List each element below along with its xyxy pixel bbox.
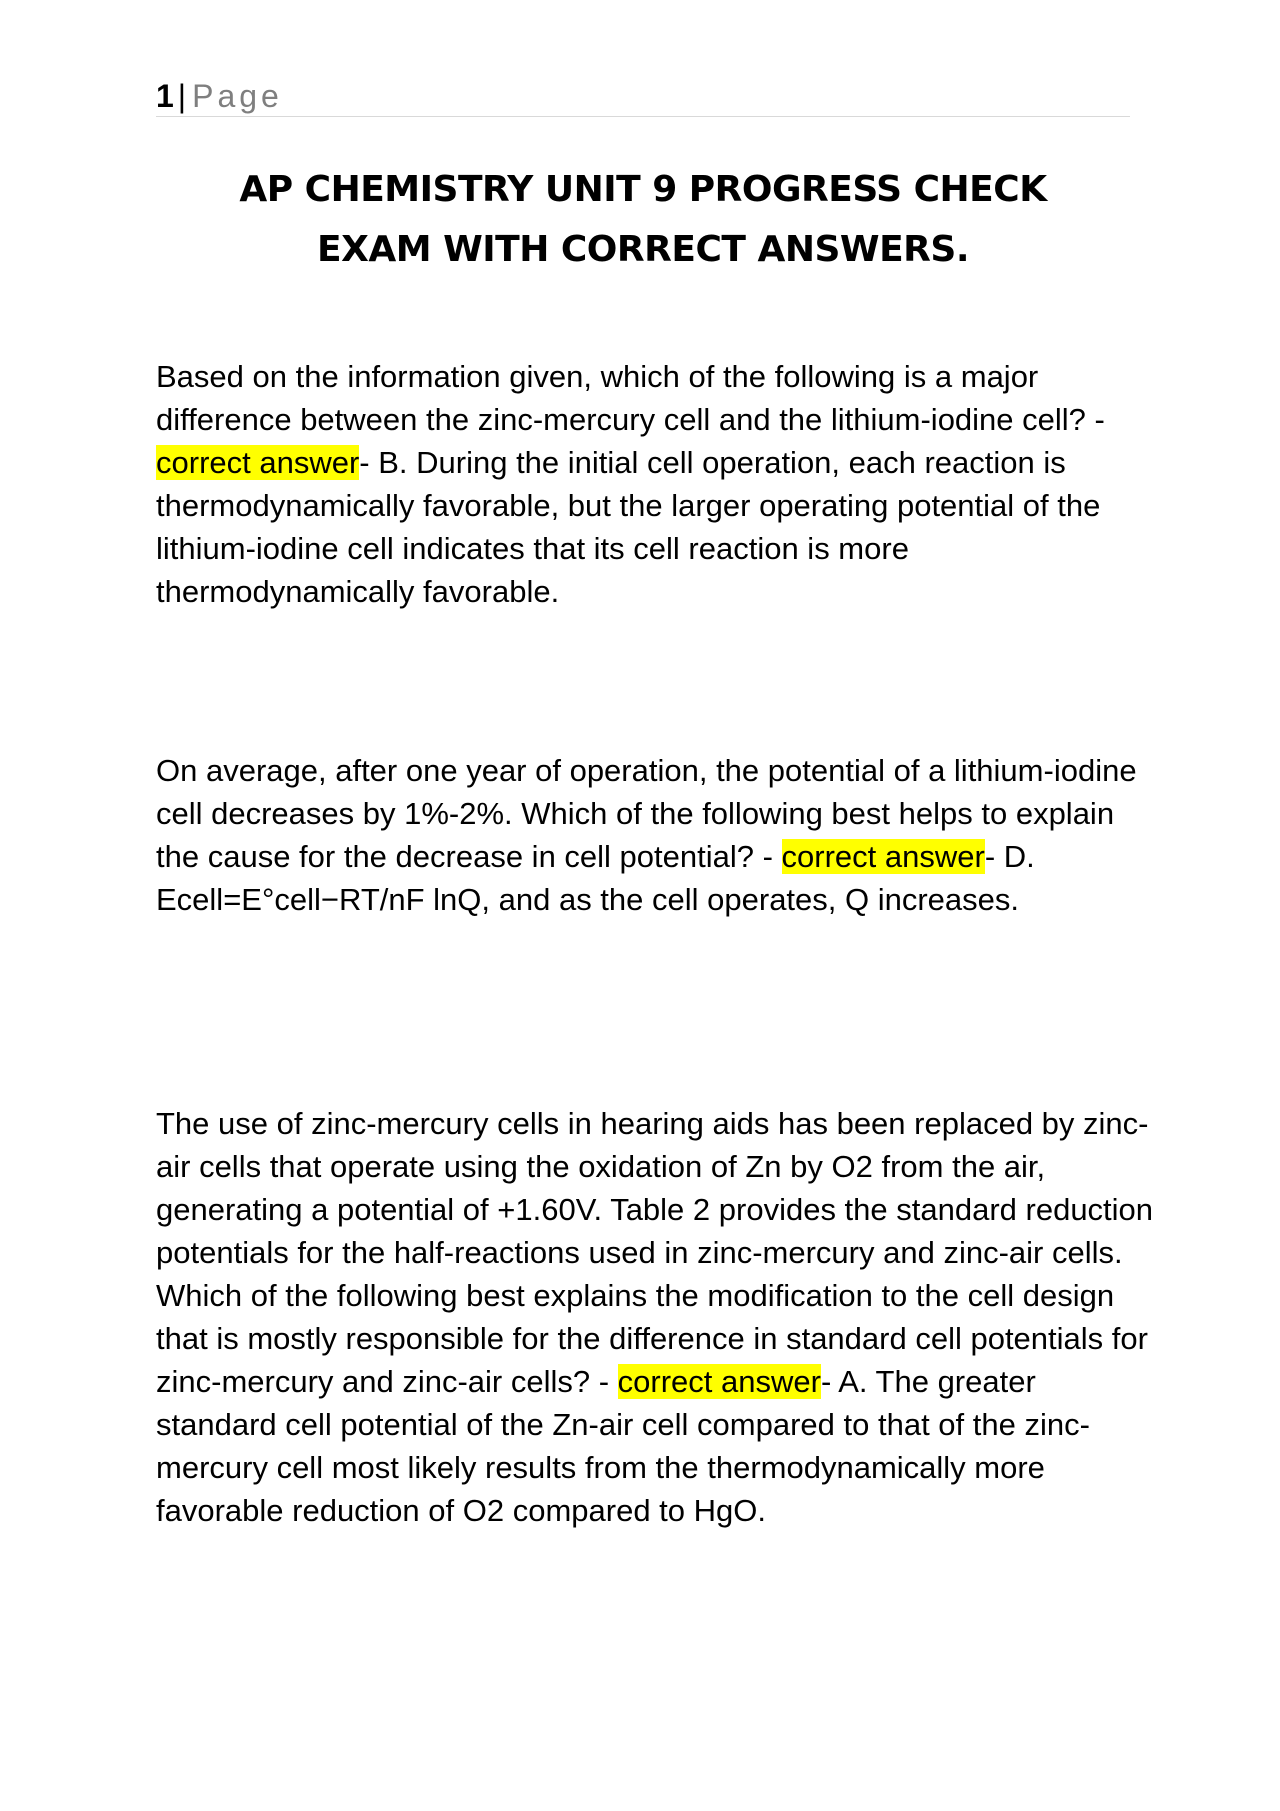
question-block-2 xyxy=(156,749,1156,921)
correct-answer-label: correct answer xyxy=(781,839,985,874)
page-header-separator: | xyxy=(177,78,187,114)
answer-text: - D. Ecell=E°cell−RT/nF lnQ, and as the cell operates, Q increases. xyxy=(156,839,1035,917)
page-header xyxy=(156,76,1130,117)
page-label: Page xyxy=(192,78,283,114)
title-line-1: AP CHEMISTRY UNIT 9 PROGRESS CHECK xyxy=(239,169,1047,210)
correct-answer-label: correct answer xyxy=(156,445,360,480)
correct-answer-label: correct answer xyxy=(617,1364,821,1399)
question-text: The use of zinc-mercury cells in hearing aids has been replaced by zinc-air cells that operate using the oxidation of Zn by O2 from the air, generating a potential of +1.60V. Table 2 provides the standard reduction potentials for the half-reactions used in zinc-mercury and zinc-air cells. Which of the following best explains the modification to the cell design that is mostly responsible for the difference in standard cell potentials for zinc-mercury and zinc-air cells? - xyxy=(156,1106,1154,1399)
document-title xyxy=(156,160,1130,280)
answer-text: - A. The greater standard cell potential of the Zn-air cell compared to that of the zinc-mercury cell most likely results from the thermodynamically more favorable reduction of O2 compared to HgO. xyxy=(156,1364,1090,1528)
question-text: Based on the information given, which of the following is a major difference between the zinc-mercury cell and the lithium-iodine cell? - xyxy=(156,359,1105,437)
question-text: On average, after one year of operation, the potential of a lithium-iodine cell decreases by 1%-2%. Which of the following best helps to explain the cause for the decrease in cell potential? - xyxy=(156,753,1137,874)
page-number: 1 xyxy=(156,78,174,114)
question-block-3 xyxy=(156,1102,1156,1532)
answer-text: - B. During the initial cell operation, each reaction is thermodynamically favorable, but the larger operating potential of the lithium-iodine cell indicates that its cell reaction is more thermodynamically favorable. xyxy=(156,445,1101,609)
title-line-2: EXAM WITH CORRECT ANSWERS. xyxy=(317,229,969,270)
question-block-1 xyxy=(156,355,1156,613)
